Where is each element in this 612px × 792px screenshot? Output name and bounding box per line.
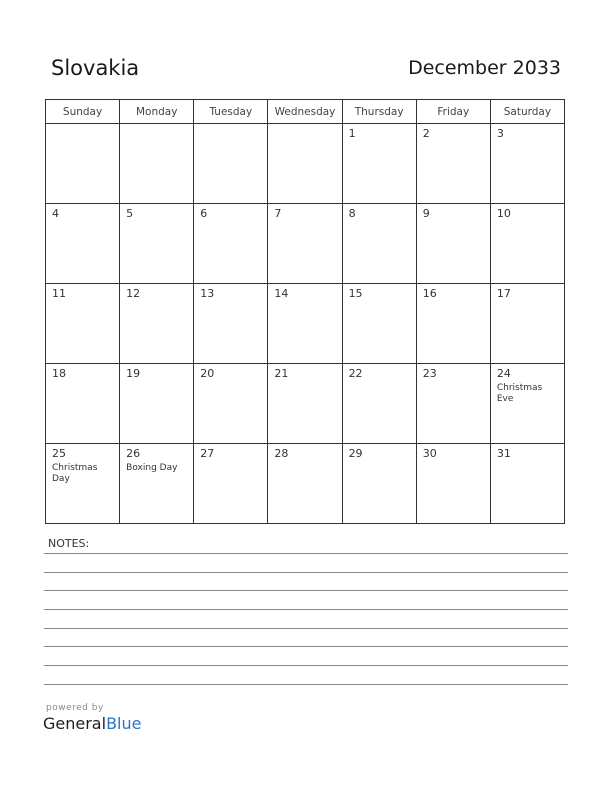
holiday-label: Boxing Day <box>126 463 178 473</box>
country-title: Slovakia <box>51 56 140 80</box>
weekday-monday: Monday <box>120 100 194 124</box>
generalblue-logo <box>43 703 141 733</box>
day-number: 1 <box>348 127 356 140</box>
day-number: 28 <box>274 447 289 460</box>
weekday-header-row <box>46 100 565 124</box>
day-cell <box>268 284 342 364</box>
day-number: 11 <box>52 287 66 300</box>
day-number: 18 <box>52 367 66 380</box>
day-cell <box>120 444 194 524</box>
day-number: 10 <box>496 207 511 220</box>
day-number: 20 <box>200 367 215 380</box>
day-cell <box>120 364 194 444</box>
weekday-tuesday: Tuesday <box>194 100 268 124</box>
notes-line <box>44 609 568 610</box>
notes-label: NOTES: <box>48 537 90 550</box>
day-cell <box>120 204 194 284</box>
day-number: 23 <box>422 367 437 380</box>
day-number: 17 <box>496 287 511 300</box>
powered-by-text: powered by <box>46 703 104 713</box>
day-cell <box>46 364 120 444</box>
day-number: 14 <box>274 287 289 300</box>
day-number: 12 <box>126 287 141 300</box>
day-number: 19 <box>126 367 141 380</box>
day-cell <box>342 284 416 364</box>
day-number: 29 <box>348 447 363 460</box>
holiday-label: Christmas Eve <box>496 383 543 404</box>
notes-line <box>44 572 568 573</box>
brand-blue: Blue <box>106 714 142 733</box>
weekday-thursday: Thursday <box>342 100 416 124</box>
day-cell <box>342 444 416 524</box>
day-number: 26 <box>126 447 141 460</box>
day-cell <box>416 124 490 204</box>
day-number: 5 <box>126 207 134 220</box>
day-cell <box>490 284 564 364</box>
day-number: 13 <box>200 287 215 300</box>
day-number: 3 <box>496 127 504 140</box>
day-number: 25 <box>52 447 66 460</box>
notes-line <box>44 684 568 685</box>
day-cell <box>194 284 268 364</box>
day-number: 31 <box>496 447 511 460</box>
weekday-friday: Friday <box>416 100 490 124</box>
day-cell <box>194 444 268 524</box>
holiday-label: Christmas Day <box>52 463 98 484</box>
day-cell <box>120 124 194 204</box>
day-number: 16 <box>422 287 437 300</box>
day-cell <box>416 444 490 524</box>
week-row <box>46 204 565 284</box>
week-row <box>46 124 565 204</box>
day-cell <box>342 364 416 444</box>
brand-general: General <box>43 714 107 733</box>
day-number: 9 <box>422 207 430 220</box>
day-cell <box>120 284 194 364</box>
day-number: 27 <box>200 447 215 460</box>
brand-wordmark <box>43 714 141 733</box>
notes-line <box>44 665 568 666</box>
notes-line <box>44 628 568 629</box>
day-number: 21 <box>274 367 289 380</box>
month-title: December 2033 <box>408 57 561 79</box>
weekday-sunday: Sunday <box>46 100 120 124</box>
day-cell <box>46 124 120 204</box>
day-cell <box>46 204 120 284</box>
day-cell <box>416 204 490 284</box>
day-cell <box>194 364 268 444</box>
day-number: 2 <box>422 127 430 140</box>
day-number: 15 <box>348 287 363 300</box>
day-cell <box>268 364 342 444</box>
week-row <box>46 364 565 444</box>
weekday-saturday: Saturday <box>490 100 564 124</box>
day-cell <box>268 124 342 204</box>
notes-line <box>44 646 568 647</box>
weekday-wednesday: Wednesday <box>268 100 342 124</box>
day-cell <box>194 204 268 284</box>
day-number: 8 <box>348 207 356 220</box>
day-cell <box>490 364 564 444</box>
calendar-grid <box>45 99 565 524</box>
day-cell <box>268 204 342 284</box>
day-number: 24 <box>496 367 511 380</box>
notes-line <box>44 553 568 554</box>
day-number: 7 <box>274 207 282 220</box>
day-cell <box>490 444 564 524</box>
day-number: 22 <box>348 367 363 380</box>
day-cell <box>490 124 564 204</box>
day-cell <box>194 124 268 204</box>
week-row <box>46 284 565 364</box>
day-cell <box>416 364 490 444</box>
day-cell <box>46 284 120 364</box>
week-row <box>46 444 565 524</box>
day-number: 4 <box>52 207 59 220</box>
day-cell <box>416 284 490 364</box>
day-cell <box>490 204 564 284</box>
day-cell <box>342 124 416 204</box>
day-cell <box>342 204 416 284</box>
day-cell <box>46 444 120 524</box>
day-number: 6 <box>200 207 208 220</box>
day-number: 30 <box>422 447 437 460</box>
day-cell <box>268 444 342 524</box>
notes-line <box>44 590 568 591</box>
